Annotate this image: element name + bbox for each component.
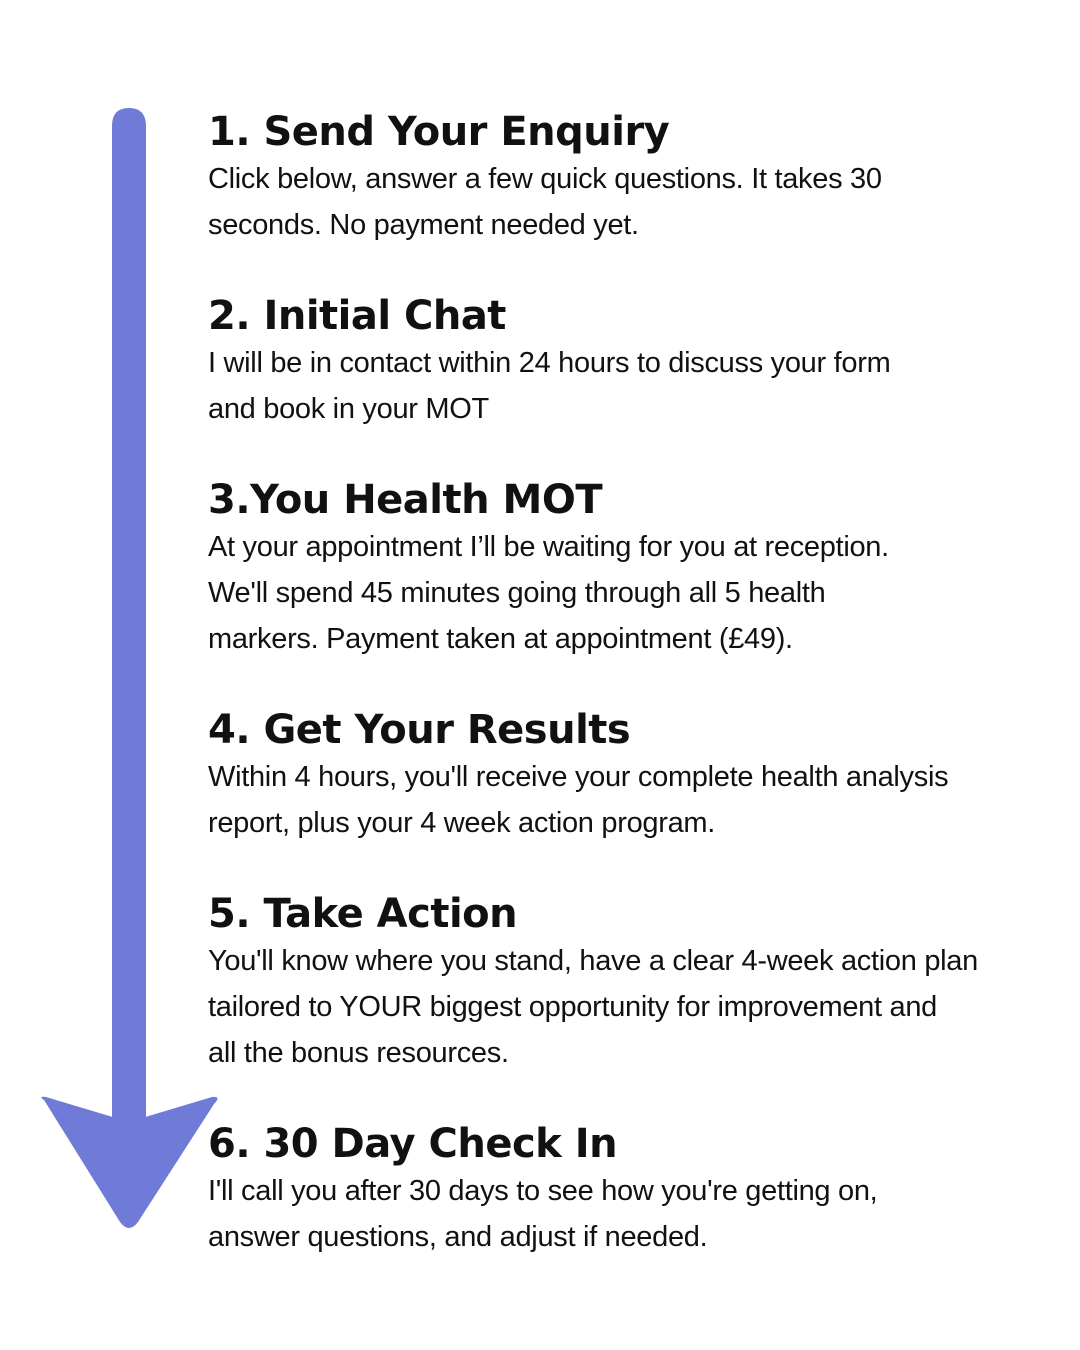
step-title: 5. Take Action bbox=[208, 891, 518, 937]
step-description-line: report, plus your 4 week action program. bbox=[208, 807, 716, 839]
step-description-line: Within 4 hours, you'll receive your complete health analysis bbox=[208, 761, 949, 793]
step-description-line: You'll know where you stand, have a clear 4-week action plan bbox=[208, 945, 978, 977]
step-description bbox=[208, 754, 1068, 846]
step-description-line: Click below, answer a few quick questions. It takes 30 bbox=[208, 163, 882, 195]
step-description bbox=[208, 156, 1068, 248]
step-description-line: We'll spend 45 minutes going through all 5 health bbox=[208, 577, 826, 609]
step-title: 4. Get Your Results bbox=[208, 707, 631, 753]
step-description bbox=[208, 340, 1068, 432]
step-title: 6. 30 Day Check In bbox=[208, 1121, 618, 1167]
step-description-line: I will be in contact within 24 hours to discuss your form bbox=[208, 347, 891, 379]
step-description bbox=[208, 1168, 1068, 1260]
step-description-line: tailored to YOUR biggest opportunity for improvement and bbox=[208, 991, 938, 1023]
step-description-line: all the bonus resources. bbox=[208, 1037, 509, 1069]
step-2 bbox=[208, 292, 1068, 432]
step-description-line: At your appointment I’ll be waiting for you at reception. bbox=[208, 531, 889, 563]
step-4 bbox=[208, 706, 1068, 846]
step-description-line: seconds. No payment needed yet. bbox=[208, 209, 639, 241]
step-description-line: answer questions, and adjust if needed. bbox=[208, 1221, 708, 1253]
step-title: 1. Send Your Enquiry bbox=[208, 109, 670, 155]
step-3 bbox=[208, 476, 1068, 662]
step-5 bbox=[208, 890, 1068, 1076]
step-1 bbox=[208, 108, 1068, 248]
step-description-line: markers. Payment taken at appointment (£49). bbox=[208, 623, 793, 655]
step-title: 3.You Health MOT bbox=[208, 477, 603, 523]
step-description bbox=[208, 938, 1068, 1076]
step-title: 2. Initial Chat bbox=[208, 293, 506, 339]
step-description bbox=[208, 524, 1068, 662]
arrow-shaft bbox=[112, 108, 146, 1118]
step-description-line: I'll call you after 30 days to see how you're getting on, bbox=[208, 1175, 878, 1207]
step-6 bbox=[208, 1120, 1068, 1260]
step-description-line: and book in your MOT bbox=[208, 393, 489, 425]
